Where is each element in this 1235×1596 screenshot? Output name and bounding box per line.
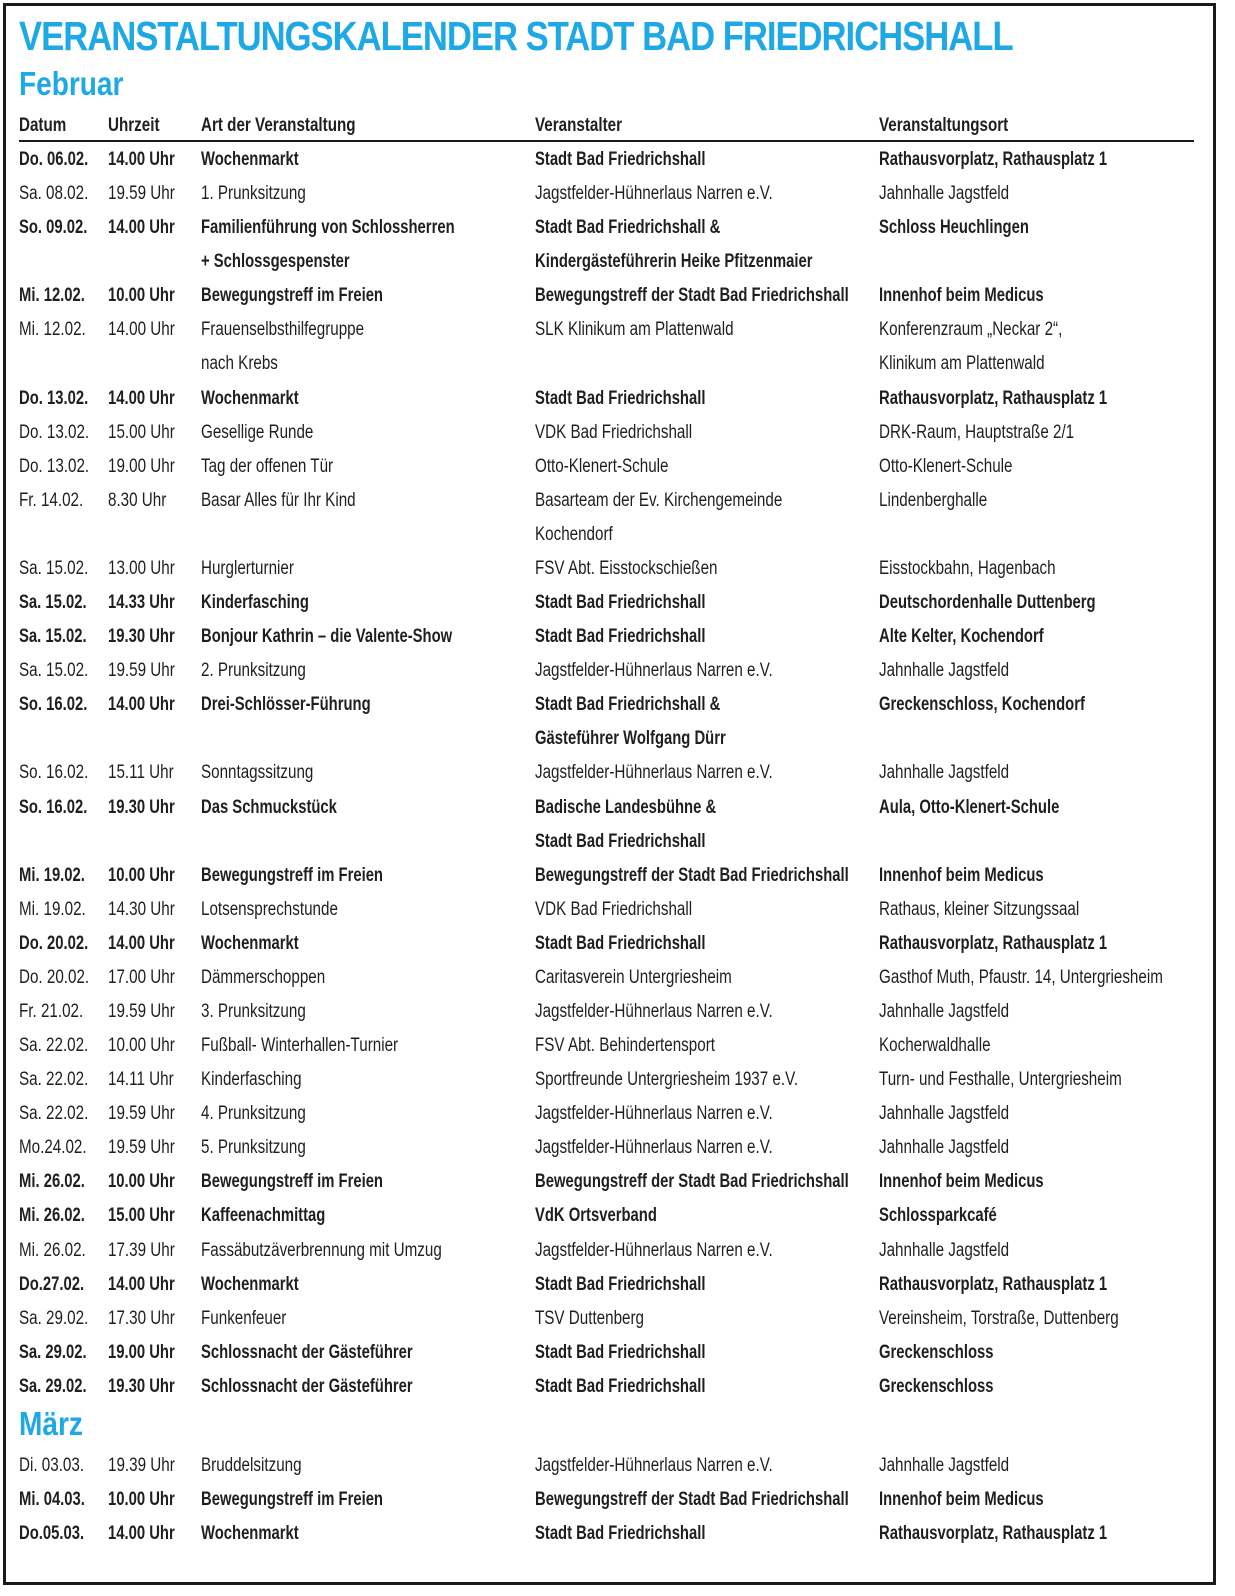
table-row	[0, 927, 1235, 961]
event-location: Jahnhalle Jagstfeld	[879, 1001, 1010, 1022]
event-date: Do. 06.02.	[19, 149, 89, 170]
event-location: Jahnhalle Jagstfeld	[879, 660, 1010, 682]
event-location: Innenhof beim Medicus	[879, 864, 1044, 886]
event-type: 1. Prunksitzung	[201, 183, 306, 205]
event-time: 19.39 Uhr	[108, 1455, 175, 1476]
event-organizer: FSV Abt. Behindertensport	[535, 1035, 715, 1057]
event-type: Fußball- Winterhallen-Turnier	[201, 1035, 399, 1057]
event-date: Do. 20.02.	[19, 966, 90, 988]
table-row	[0, 1165, 1235, 1199]
event-time: 19.00 Uhr	[108, 455, 175, 477]
event-date: Mo.24.02.	[19, 1137, 87, 1159]
event-organizer: Jagstfelder-Hühnerlaus Narren e.V.	[535, 1001, 773, 1022]
event-type: 2. Prunksitzung	[201, 660, 306, 682]
event-location: Greckenschloss, Kochendorf	[879, 694, 1085, 716]
event-organizer: TSV Duttenberg	[535, 1307, 644, 1329]
event-location: Jahnhalle Jagstfeld	[879, 1455, 1010, 1476]
event-date: Mi. 19.02.	[19, 898, 86, 920]
table-row	[0, 382, 1235, 416]
event-time: 14.00 Uhr	[108, 217, 175, 239]
event-date: Mi. 12.02.	[19, 285, 85, 307]
header-location: Veranstaltungsort	[879, 115, 1009, 136]
month-heading-february: Februar	[19, 65, 124, 102]
event-type: Funkenfeuer	[201, 1307, 287, 1329]
event-organizer: Stadt Bad Friedrichshall	[535, 592, 706, 614]
event-time: 17.39 Uhr	[108, 1239, 175, 1261]
event-time: 15.11 Uhr	[108, 762, 174, 784]
event-organizer: Stadt Bad Friedrichshall	[535, 626, 706, 648]
event-date: Sa. 29.02.	[19, 1341, 87, 1363]
event-location: Gasthof Muth, Pfaustr. 14, Untergriesheim	[879, 966, 1163, 988]
event-time: 19.30 Uhr	[108, 1375, 175, 1397]
event-date: So. 16.02.	[19, 694, 88, 716]
event-location: Jahnhalle Jagstfeld	[879, 1239, 1010, 1261]
event-location: Rathausvorplatz, Rathausplatz 1	[879, 1273, 1108, 1295]
event-date: Sa. 15.02.	[19, 592, 87, 614]
event-organizer: Otto-Klenert-Schule	[535, 455, 669, 477]
event-time: 14.00 Uhr	[108, 319, 175, 341]
table-row	[0, 1097, 1235, 1131]
event-date: Do. 20.02.	[19, 932, 89, 954]
event-location: Eisstockbahn, Hagenbach	[879, 557, 1056, 579]
event-time: 10.00 Uhr	[108, 1171, 175, 1193]
event-type: Das Schmuckstück	[201, 796, 337, 818]
event-type: Bruddelsitzung	[201, 1455, 302, 1476]
header-event-type: Art der Veranstaltung	[201, 115, 356, 136]
event-type: Hurglerturnier	[201, 557, 294, 579]
event-type: Bewegungstreff im Freien	[201, 1489, 383, 1510]
event-type: + Schlossgespenster	[201, 251, 350, 273]
table-row	[0, 586, 1235, 620]
event-location: Lindenberghalle	[879, 489, 988, 511]
event-date: Sa. 22.02.	[19, 1035, 89, 1057]
event-organizer: Jagstfelder-Hühnerlaus Narren e.V.	[535, 1455, 773, 1476]
event-type: Basar Alles für Ihr Kind	[201, 489, 356, 511]
event-location: Kocherwaldhalle	[879, 1035, 991, 1057]
event-type: Tag der offenen Tür	[201, 455, 334, 477]
event-type: Gesellige Runde	[201, 421, 314, 443]
event-type: 5. Prunksitzung	[201, 1137, 306, 1159]
event-type: Wochenmarkt	[201, 1523, 299, 1544]
table-row	[0, 1029, 1235, 1063]
event-organizer: FSV Abt. Eisstockschießen	[535, 557, 718, 579]
table-row	[0, 1063, 1235, 1097]
table-header	[0, 109, 1235, 143]
table-row	[0, 518, 1235, 552]
event-date: Mi. 26.02.	[19, 1239, 86, 1261]
event-type: Wochenmarkt	[201, 387, 299, 409]
event-type: Fassäbutzäverbrennung mit Umzug	[201, 1239, 442, 1261]
event-location: Deutschordenhalle Duttenberg	[879, 592, 1096, 614]
event-location: Rathausvorplatz, Rathausplatz 1	[879, 932, 1108, 954]
event-time: 10.00 Uhr	[108, 864, 175, 886]
event-organizer: Stadt Bad Friedrichshall	[535, 149, 706, 170]
event-time: 15.00 Uhr	[108, 421, 175, 443]
header-divider	[19, 140, 1194, 142]
event-time: 10.00 Uhr	[108, 1035, 175, 1057]
table-row	[0, 688, 1235, 722]
event-date: So. 16.02.	[19, 762, 89, 784]
event-organizer: Bewegungstreff der Stadt Bad Friedrichshall	[535, 1171, 849, 1193]
event-organizer: Stadt Bad Friedrichshall	[535, 1341, 706, 1363]
table-row	[0, 177, 1235, 211]
event-organizer: VDK Bad Friedrichshall	[535, 421, 693, 443]
event-location: Greckenschloss	[879, 1341, 994, 1363]
event-organizer: Kindergästeführerin Heike Pfitzenmaier	[535, 251, 813, 273]
event-time: 19.30 Uhr	[108, 626, 175, 648]
event-organizer: Stadt Bad Friedrichshall	[535, 1523, 706, 1544]
event-time: 14.00 Uhr	[108, 149, 175, 170]
table-row	[0, 1336, 1235, 1370]
event-date: Do. 13.02.	[19, 455, 90, 477]
event-date: So. 16.02.	[19, 796, 88, 818]
event-time: 14.00 Uhr	[108, 1273, 175, 1295]
header-organizer: Veranstalter	[535, 115, 623, 136]
event-date: Sa. 08.02.	[19, 183, 89, 205]
event-organizer: Caritasverein Untergriesheim	[535, 966, 732, 988]
event-time: 19.59 Uhr	[108, 1103, 175, 1125]
event-organizer: Kochendorf	[535, 523, 613, 545]
event-location: Alte Kelter, Kochendorf	[879, 626, 1044, 648]
event-date: Mi. 19.02.	[19, 864, 85, 886]
event-organizer: VDK Bad Friedrichshall	[535, 898, 693, 920]
event-location: Rathaus, kleiner Sitzungssaal	[879, 898, 1080, 920]
event-type: Bewegungstreff im Freien	[201, 285, 383, 307]
event-location: Vereinsheim, Torstraße, Duttenberg	[879, 1307, 1119, 1329]
event-location: Innenhof beim Medicus	[879, 1171, 1044, 1193]
event-location: Rathausvorplatz, Rathausplatz 1	[879, 1523, 1108, 1544]
event-date: Sa. 22.02.	[19, 1103, 89, 1125]
table-row	[0, 756, 1235, 790]
event-time: 14.33 Uhr	[108, 592, 175, 614]
event-date: Sa. 15.02.	[19, 557, 89, 579]
event-location: Konferenzraum „Neckar 2“,	[879, 319, 1063, 341]
table-row	[0, 1268, 1235, 1302]
event-location: Schlossparkcafé	[879, 1205, 997, 1227]
event-date: Mi. 12.02.	[19, 319, 86, 341]
event-type: Wochenmarkt	[201, 932, 299, 954]
event-organizer: Bewegungstreff der Stadt Bad Friedrichshall	[535, 1489, 849, 1510]
event-location: DRK-Raum, Hauptstraße 2/1	[879, 421, 1075, 443]
event-time: 19.59 Uhr	[108, 660, 175, 682]
table-row	[0, 825, 1235, 859]
table-row	[0, 1370, 1235, 1404]
event-type: Schlossnacht der Gästeführer	[201, 1341, 413, 1363]
table-row	[0, 961, 1235, 995]
event-date: Mi. 26.02.	[19, 1205, 85, 1227]
event-organizer: Jagstfelder-Hühnerlaus Narren e.V.	[535, 1137, 773, 1159]
event-location: Aula, Otto-Klenert-Schule	[879, 796, 1060, 818]
event-organizer: Sportfreunde Untergriesheim 1937 e.V.	[535, 1069, 799, 1091]
event-organizer: Basarteam der Ev. Kirchengemeinde	[535, 489, 783, 511]
table-row	[0, 211, 1235, 245]
event-location: Jahnhalle Jagstfeld	[879, 1103, 1010, 1125]
event-location: Jahnhalle Jagstfeld	[879, 1137, 1010, 1159]
table-row	[0, 450, 1235, 484]
calendar-title: VERANSTALTUNGSKALENDER STADT BAD FRIEDRICHSHALL	[19, 13, 1013, 59]
table-row	[0, 1517, 1235, 1551]
event-time: 19.59 Uhr	[108, 1137, 175, 1159]
event-location: Jahnhalle Jagstfeld	[879, 183, 1010, 205]
event-time: 14.11 Uhr	[108, 1069, 174, 1091]
month-heading-march: März	[19, 1405, 83, 1442]
event-location: Turn- und Festhalle, Untergriesheim	[879, 1069, 1122, 1091]
event-organizer: Jagstfelder-Hühnerlaus Narren e.V.	[535, 660, 773, 682]
event-location: Innenhof beim Medicus	[879, 1489, 1044, 1510]
event-location: Greckenschloss	[879, 1375, 994, 1397]
header-time: Uhrzeit	[108, 115, 160, 136]
event-organizer: Stadt Bad Friedrichshall	[535, 830, 706, 852]
event-time: 19.59 Uhr	[108, 183, 175, 205]
event-location: Rathausvorplatz, Rathausplatz 1	[879, 387, 1108, 409]
table-row	[0, 552, 1235, 586]
event-type: nach Krebs	[201, 353, 278, 375]
event-date: Sa. 15.02.	[19, 660, 89, 682]
event-time: 14.00 Uhr	[108, 1523, 175, 1544]
event-type: Dämmerschoppen	[201, 966, 326, 988]
event-type: Kaffeenachmittag	[201, 1205, 326, 1227]
event-location: Klinikum am Plattenwald	[879, 353, 1045, 375]
event-time: 10.00 Uhr	[108, 285, 175, 307]
event-organizer: Stadt Bad Friedrichshall	[535, 932, 706, 954]
event-organizer: Badische Landesbühne &	[535, 796, 717, 818]
table-row	[0, 484, 1235, 518]
event-date: Sa. 29.02.	[19, 1375, 87, 1397]
table-row	[0, 1234, 1235, 1268]
event-type: Drei-Schlösser-Führung	[201, 694, 371, 716]
event-organizer: Gästeführer Wolfgang Dürr	[535, 728, 726, 750]
event-date: So. 09.02.	[19, 217, 88, 239]
event-organizer: Stadt Bad Friedrichshall	[535, 1375, 706, 1397]
event-date: Mi. 04.03.	[19, 1489, 85, 1510]
event-type: Schlossnacht der Gästeführer	[201, 1375, 413, 1397]
event-type: 3. Prunksitzung	[201, 1001, 306, 1022]
event-type: Lotsensprechstunde	[201, 898, 338, 920]
table-row	[0, 1449, 1235, 1483]
event-time: 14.00 Uhr	[108, 932, 175, 954]
event-type: Kinderfasching	[201, 1069, 302, 1091]
event-location: Innenhof beim Medicus	[879, 285, 1044, 307]
event-location: Otto-Klenert-Schule	[879, 455, 1013, 477]
event-organizer: Bewegungstreff der Stadt Bad Friedrichshall	[535, 285, 849, 307]
event-location: Jahnhalle Jagstfeld	[879, 762, 1010, 784]
event-organizer: SLK Klinikum am Plattenwald	[535, 319, 734, 341]
event-type: Bonjour Kathrin – die Valente-Show	[201, 626, 453, 648]
event-type: Kinderfasching	[201, 592, 309, 614]
event-organizer: VdK Ortsverband	[535, 1205, 657, 1227]
table-row	[0, 654, 1235, 688]
event-type: Bewegungstreff im Freien	[201, 1171, 383, 1193]
event-organizer: Stadt Bad Friedrichshall &	[535, 217, 721, 239]
event-date: Do.05.03.	[19, 1523, 85, 1544]
table-row	[0, 1199, 1235, 1233]
event-time: 10.00 Uhr	[108, 1489, 175, 1510]
event-type: Wochenmarkt	[201, 1273, 299, 1295]
event-type: Frauenselbsthilfegruppe	[201, 319, 365, 341]
table-row	[0, 143, 1235, 177]
event-time: 14.00 Uhr	[108, 387, 175, 409]
event-type: Familienführung von Schlossherren	[201, 217, 455, 239]
event-date: Fr. 21.02.	[19, 1001, 84, 1022]
event-date: Do. 13.02.	[19, 421, 90, 443]
event-type: 4. Prunksitzung	[201, 1103, 306, 1125]
event-organizer: Stadt Bad Friedrichshall	[535, 387, 706, 409]
event-location: Rathausvorplatz, Rathausplatz 1	[879, 149, 1108, 170]
header-date: Datum	[19, 115, 67, 136]
table-row	[0, 859, 1235, 893]
event-time: 17.00 Uhr	[108, 966, 175, 988]
table-row	[0, 245, 1235, 279]
event-organizer: Stadt Bad Friedrichshall	[535, 1273, 706, 1295]
table-row	[0, 1131, 1235, 1165]
table-row	[0, 620, 1235, 654]
event-time: 19.00 Uhr	[108, 1341, 175, 1363]
table-row	[0, 313, 1235, 347]
event-date: Fr. 14.02.	[19, 489, 84, 511]
event-type: Sonntagssitzung	[201, 762, 314, 784]
table-row	[0, 1483, 1235, 1517]
table-row	[0, 1302, 1235, 1336]
table-row	[0, 279, 1235, 313]
event-time: 17.30 Uhr	[108, 1307, 175, 1329]
table-row	[0, 893, 1235, 927]
table-row	[0, 347, 1235, 381]
event-date: Di. 03.03.	[19, 1455, 85, 1476]
event-date: Sa. 22.02.	[19, 1069, 89, 1091]
event-time: 13.00 Uhr	[108, 557, 175, 579]
event-time: 19.59 Uhr	[108, 1001, 175, 1022]
event-time: 15.00 Uhr	[108, 1205, 175, 1227]
event-organizer: Jagstfelder-Hühnerlaus Narren e.V.	[535, 183, 773, 205]
table-row	[0, 416, 1235, 450]
event-time: 14.30 Uhr	[108, 898, 175, 920]
event-time: 14.00 Uhr	[108, 694, 175, 716]
event-date: Mi. 26.02.	[19, 1171, 85, 1193]
event-organizer: Stadt Bad Friedrichshall &	[535, 694, 721, 716]
event-organizer: Jagstfelder-Hühnerlaus Narren e.V.	[535, 1239, 773, 1261]
event-date: Do.27.02.	[19, 1273, 85, 1295]
event-organizer: Bewegungstreff der Stadt Bad Friedrichshall	[535, 864, 849, 886]
table-row	[0, 995, 1235, 1029]
event-organizer: Jagstfelder-Hühnerlaus Narren e.V.	[535, 1103, 773, 1125]
table-row	[0, 791, 1235, 825]
event-date: Sa. 29.02.	[19, 1307, 89, 1329]
event-location: Schloss Heuchlingen	[879, 217, 1029, 239]
event-type: Wochenmarkt	[201, 149, 299, 170]
event-date: Sa. 15.02.	[19, 626, 87, 648]
event-time: 19.30 Uhr	[108, 796, 175, 818]
event-date: Do. 13.02.	[19, 387, 89, 409]
event-time: 8.30 Uhr	[108, 489, 167, 511]
event-organizer: Jagstfelder-Hühnerlaus Narren e.V.	[535, 762, 773, 784]
table-row	[0, 722, 1235, 756]
event-type: Bewegungstreff im Freien	[201, 864, 383, 886]
